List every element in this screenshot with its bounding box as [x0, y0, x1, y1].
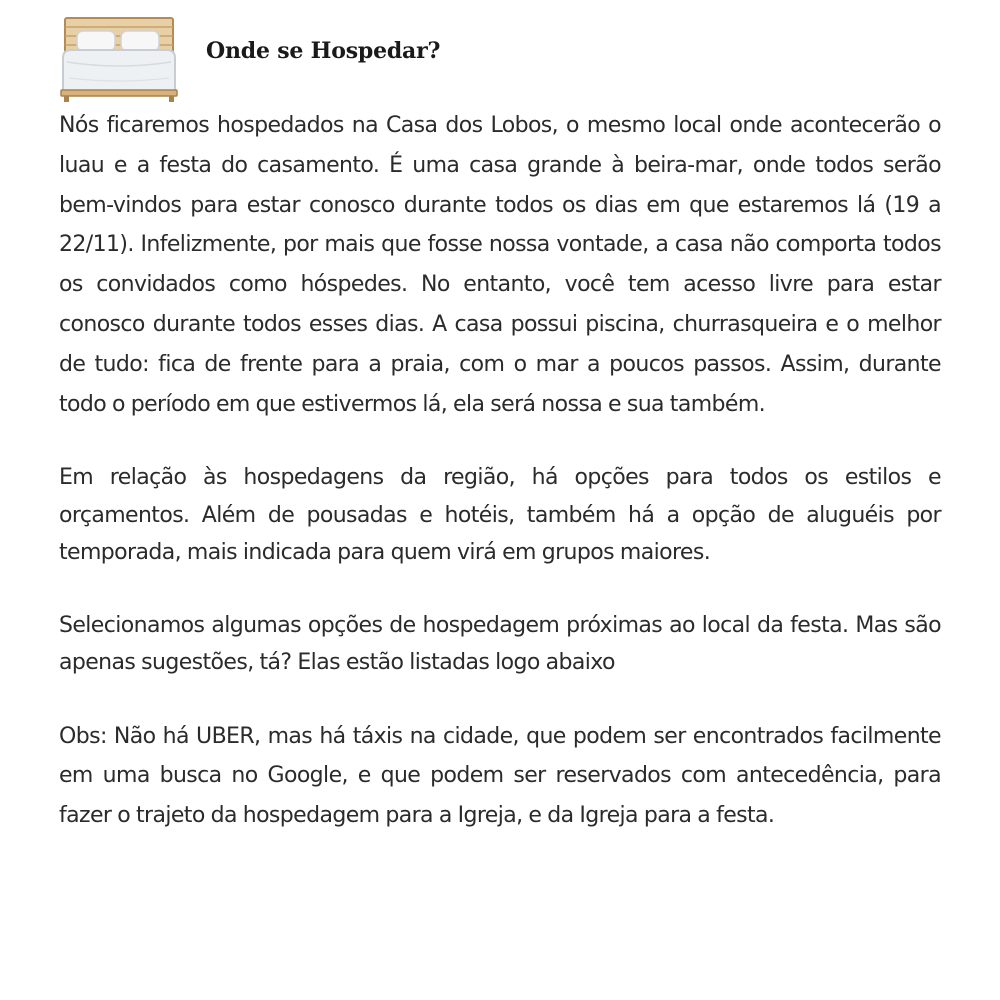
paragraph-region-options: Em relação às hospedagens da região, há opções para todos os estilos e orçamentos. Além de pousadas e hotéis, também há a opção de aluguéis por temporada, mais indicada para quem virá em grupos maiores.	[59, 465, 941, 566]
section-title: Onde se Hospedar?	[206, 38, 441, 64]
paragraph-taxi-note: Obs: Não há UBER, mas há táxis na cidade, que podem ser encontrados facilmente em uma busca no Google, e que podem ser reservados com antecedência, para fazer o trajeto da hospedagem para a Igreja, e da Igreja para a festa.	[59, 723, 941, 828]
section-header	[55, 10, 945, 102]
paragraph-suggestions: Selecionamos algumas opções de hospedagem próximas ao local da festa. Mas são apenas sugestões, tá? Elas estão listadas logo abaixo	[59, 612, 941, 676]
paragraph-accommodation: Nós ficaremos hospedados na Casa dos Lobos, o mesmo local onde acontecerão o luau e a festa do casamento. É uma casa grande à beira-mar, onde todos serão bem-vindos para estar conosco durante todos os dias em que estaremos lá (19 a 22/11). Infelizmente, por mais que fosse nossa vontade, a casa não comporta todos os convidados como hóspedes. No entanto, você tem acesso livre para estar conosco durante todos esses dias. A casa possui piscina, churrasqueira e o melhor de tudo: fica de frente para a praia, com o mar a poucos passos. Assim, durante todo o período em que estivermos lá, ela será nossa e sua também.	[59, 113, 941, 417]
bed-icon	[55, 14, 183, 102]
content-body	[59, 106, 941, 835]
